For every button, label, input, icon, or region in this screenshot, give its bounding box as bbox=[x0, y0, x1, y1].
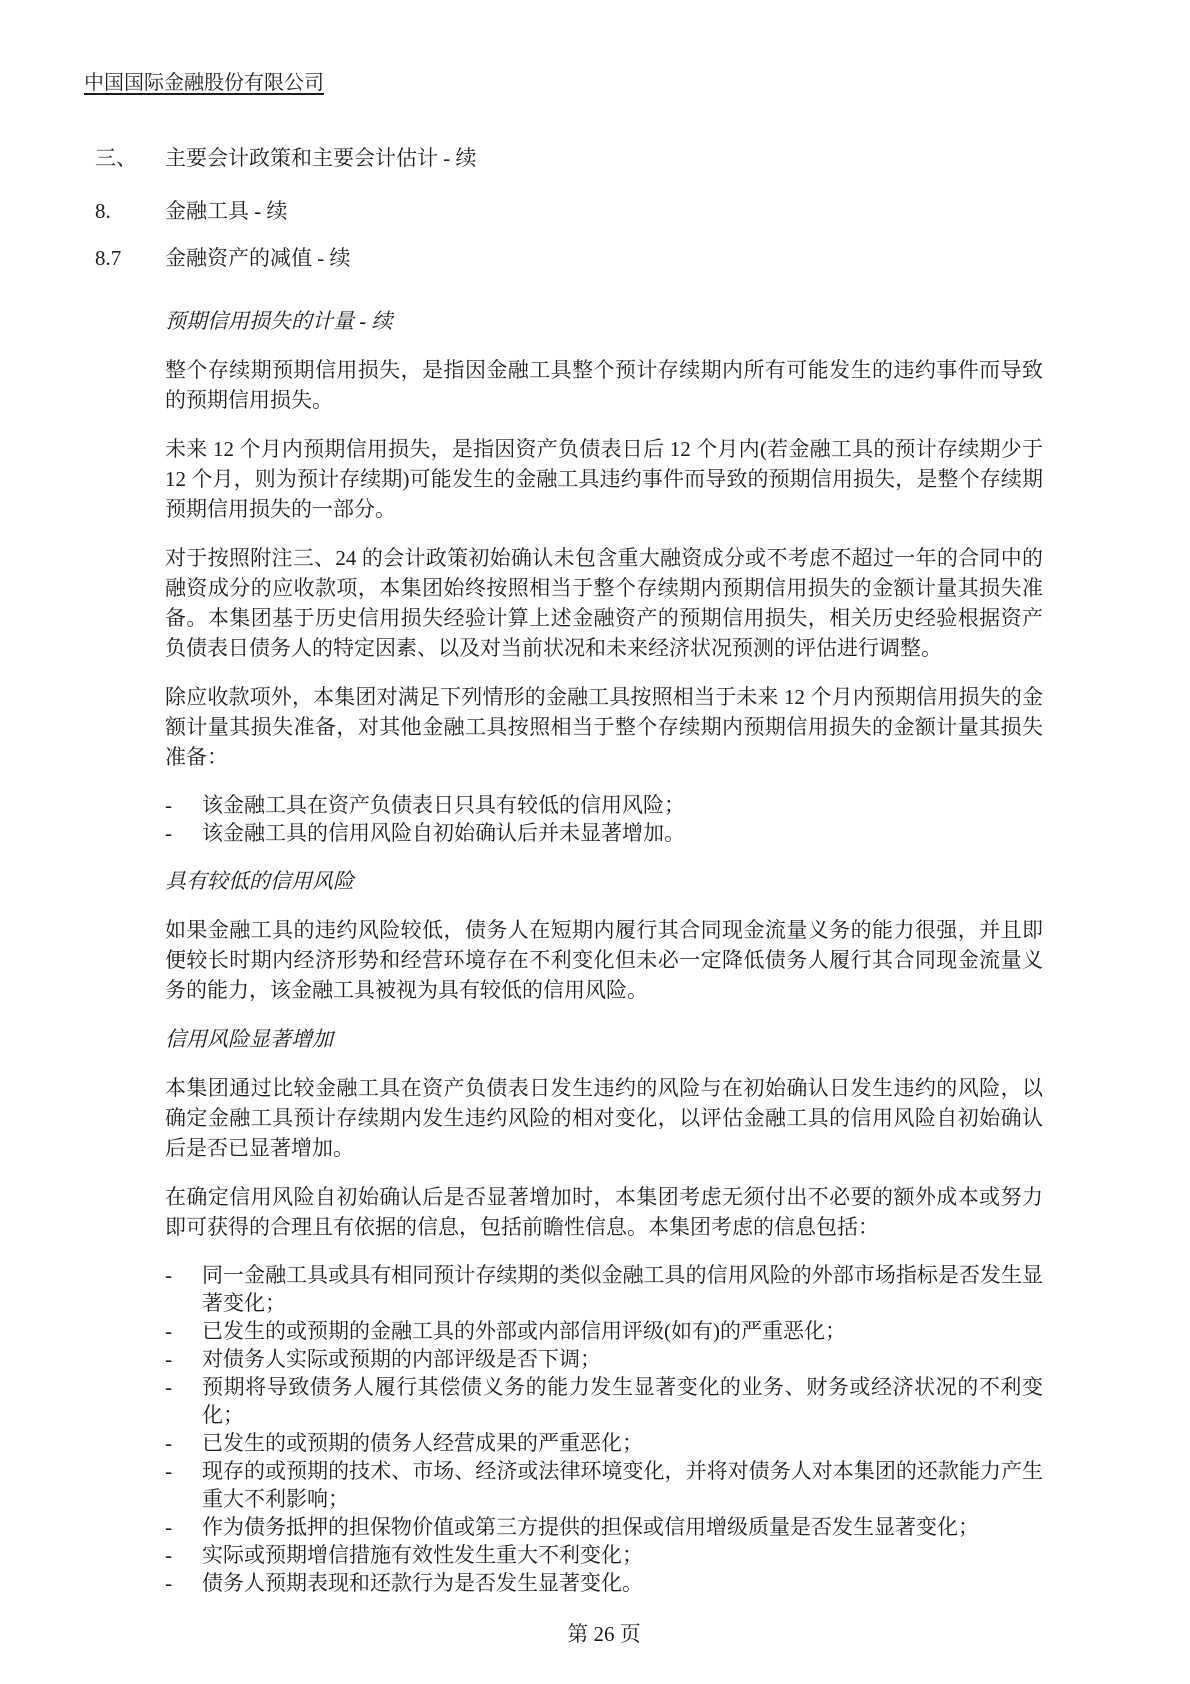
section-heading-main bbox=[95, 142, 477, 172]
bullet-dash: - bbox=[165, 1263, 172, 1287]
section-title: 金融工具 - 续 bbox=[165, 199, 288, 223]
bullet-dash: - bbox=[165, 793, 172, 817]
bullet-item bbox=[165, 1541, 1043, 1569]
paragraph-12-month-ecl: 未来 12 个月内预期信用损失，是指因资产负债表日后 12 个月内(若金融工具的预计存续期少于 12 个月，则为预计存续期)可能发生的金融工具违约事件而导致的预期信用损失，是整个存续期预期信用损失的一部分。 bbox=[165, 437, 1043, 521]
bullet-dash: - bbox=[165, 821, 172, 845]
paragraph-receivables-policy: 对于按照附注三、24 的会计政策初始确认未包含重大融资成分或不考虑不超过一年的合同中的融资成分的应收款项，本集团始终按照相当于整个存续期内预期信用损失的金额计量其损失准备。本集团基于历史信用损失经验计算上述金融资产的预期信用损失，相关历史经验根据资产负债表日债务人的特定因素、以及对当前状况和未来经济状况预测的评估进行调整。 bbox=[165, 546, 1043, 660]
bullet-text: 同一金融工具或具有相同预计存续期的类似金融工具的信用风险的外部市场指标是否发生显著变化； bbox=[202, 1263, 1043, 1315]
section-title: 金融资产的减值 - 续 bbox=[165, 246, 351, 270]
document-body bbox=[165, 300, 1043, 1616]
bullet-item bbox=[165, 1457, 1043, 1513]
bullet-text: 该金融工具在资产负债表日只具有较低的信用风险； bbox=[202, 793, 685, 817]
bullet-list-low-risk-criteria bbox=[165, 791, 1043, 847]
section-title: 主要会计政策和主要会计估计 - 续 bbox=[165, 146, 477, 170]
bullet-text: 已发生的或预期的债务人经营成果的严重恶化； bbox=[202, 1431, 643, 1455]
bullet-dash: - bbox=[165, 1431, 172, 1455]
bullet-text: 债务人预期表现和还款行为是否发生显著变化。 bbox=[202, 1571, 643, 1595]
bullet-dash: - bbox=[165, 1543, 172, 1567]
bullet-item bbox=[165, 791, 1043, 819]
paragraph-risk-comparison: 本集团通过比较金融工具在资产负债表日发生违约的风险与在初始确认日发生违约的风险，以确定金融工具预计存续期内发生违约风险的相对变化，以评估金融工具的信用风险自初始确认后是否已显著增加。 bbox=[165, 1076, 1043, 1160]
bullet-text: 现存的或预期的技术、市场、经济或法律环境变化，并将对债务人对本集团的还款能力产生重大不利影响； bbox=[202, 1459, 1043, 1511]
bullet-text: 该金融工具的信用风险自初始确认后并未显著增加。 bbox=[202, 821, 685, 845]
subheading-significant-increase: 信用风险显著增加 bbox=[165, 1027, 333, 1051]
bullet-dash: - bbox=[165, 1515, 172, 1539]
bullet-dash: - bbox=[165, 1459, 172, 1483]
bullet-text: 已发生的或预期的金融工具的外部或内部信用评级(如有)的严重恶化； bbox=[202, 1319, 846, 1343]
bullet-dash: - bbox=[165, 1319, 172, 1343]
bullet-list-risk-indicators bbox=[165, 1261, 1043, 1597]
section-heading-8-7 bbox=[95, 242, 351, 272]
company-name: 中国国际金融股份有限公司 bbox=[84, 72, 324, 94]
bullet-text: 作为债务抵押的担保物价值或第三方提供的担保或信用增级质量是否发生显著变化； bbox=[202, 1515, 979, 1539]
bullet-dash: - bbox=[165, 1375, 172, 1399]
bullet-item bbox=[165, 1317, 1043, 1345]
bullet-dash: - bbox=[165, 1347, 172, 1371]
section-number: 8. bbox=[95, 199, 111, 223]
bullet-item bbox=[165, 1261, 1043, 1317]
bullet-text: 预期将导致债务人履行其偿债义务的能力发生显著变化的业务、财务或经济状况的不利变化； bbox=[202, 1375, 1043, 1427]
bullet-item bbox=[165, 819, 1043, 847]
subheading-ecl-measurement: 预期信用损失的计量 - 续 bbox=[165, 309, 393, 333]
bullet-text: 对债务人实际或预期的内部评级是否下调； bbox=[202, 1347, 601, 1371]
section-number: 8.7 bbox=[95, 246, 122, 270]
bullet-item bbox=[165, 1429, 1043, 1457]
bullet-item bbox=[165, 1345, 1043, 1373]
bullet-item bbox=[165, 1569, 1043, 1597]
paragraph-information-considered: 在确定信用风险自初始确认后是否显著增加时，本集团考虑无须付出不必要的额外成本或努力即可获得的合理且有依据的信息，包括前瞻性信息。本集团考虑的信息包括： bbox=[165, 1185, 1043, 1239]
bullet-item bbox=[165, 1513, 1043, 1541]
bullet-text: 实际或预期增信措施有效性发生重大不利变化； bbox=[202, 1543, 643, 1567]
page-number: 第 26 页 bbox=[567, 1622, 641, 1646]
bullet-dash: - bbox=[165, 1571, 172, 1595]
bullet-item bbox=[165, 1373, 1043, 1429]
section-number: 三、 bbox=[95, 146, 137, 170]
paragraph-lifetime-ecl: 整个存续期预期信用损失，是指因金融工具整个预计存续期内所有可能发生的违约事件而导致的预期信用损失。 bbox=[165, 358, 1043, 412]
paragraph-low-credit-risk: 如果金融工具的违约风险较低，债务人在短期内履行其合同现金流量义务的能力很强，并且即便较长时期内经济形势和经营环境存在不利变化但未必一定降低债务人履行其合同现金流量义务的能力，该金融工具被视为具有较低的信用风险。 bbox=[165, 918, 1043, 1002]
section-heading-8 bbox=[95, 195, 288, 225]
subheading-low-credit-risk: 具有较低的信用风险 bbox=[165, 869, 354, 893]
paragraph-measurement-basis: 除应收款项外，本集团对满足下列情形的金融工具按照相当于未来 12 个月内预期信用损失的金额计量其损失准备，对其他金融工具按照相当于整个存续期内预期信用损失的金额计量其损失准备： bbox=[165, 685, 1043, 769]
